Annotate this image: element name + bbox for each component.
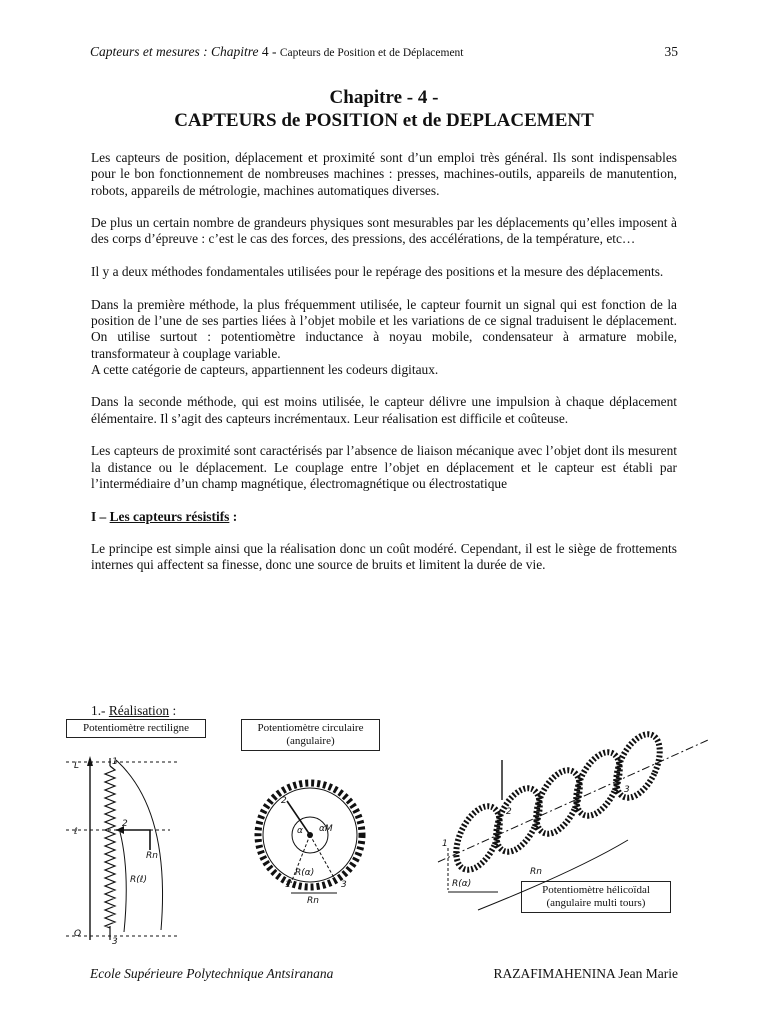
label-potentiometre-rectiligne: Potentiomètre rectiligne	[66, 719, 206, 738]
page-number: 35	[664, 44, 678, 59]
label-1: 1	[442, 839, 448, 849]
paragraph: Le principe est simple ainsi que la réalisation donc un coût modéré. Cependant, il est le siège de frottements internes qui affectent sa finesse, donc une source de bruits et limitent la durée de vie.	[91, 541, 677, 573]
paragraph: Dans la première méthode, la plus fréquemment utilisée, le capteur fournit un signal qui est fonction de la position de l’une de ses parties liées à l’objet mobile et les variations de ce signal traduisent le déplacement. On utilise surtout : potentiomètre inductance à noyau mobile, condensateur à armature mobile, transformateur à couplage variable.	[91, 296, 677, 361]
linear-potentiometer-figure	[60, 750, 240, 950]
header-title: Capteurs et mesures : Chapitre 4 - Capteurs de Position et de Déplacement	[90, 44, 464, 59]
helical-potentiometer-figure	[418, 720, 718, 930]
label-potentiometre-helicoidal: Potentiomètre hélicoïdal (angulaire multi tours)	[521, 881, 671, 913]
chapter-title	[0, 86, 768, 132]
label-Ra: R(α)	[295, 868, 315, 878]
label-alphaM: αM	[319, 824, 333, 834]
label-Rn: Rn	[307, 896, 319, 906]
footer-school: Ecole Supérieure Polytechnique Antsiranana	[90, 966, 334, 981]
paragraph: Il y a deux méthodes fondamentales utilisées pour le repérage des positions et la mesure des déplacements.	[91, 264, 664, 280]
label-1: 1	[285, 880, 291, 890]
section-heading: I – Les capteurs résistifs :	[91, 508, 238, 524]
label-2: 2	[281, 796, 287, 806]
label-Rn: Rn	[146, 851, 158, 861]
label-2: 2	[506, 807, 512, 817]
label-1: 1	[112, 757, 118, 767]
label-2: 2	[122, 819, 128, 829]
label-3: 3	[624, 785, 630, 795]
paragraph: De plus un certain nombre de grandeurs physiques sont mesurables par les déplacements qu’elles imposent à des corps d’épreuve : c’est le cas des forces, des pressions, des accélérations, de la température, etc…	[91, 215, 677, 247]
label-potentiometre-circulaire: Potentiomètre circulaire (angulaire)	[241, 719, 380, 751]
label-Rn: Rn	[530, 867, 542, 877]
label-3: 3	[341, 880, 347, 890]
label-Ra: R(α)	[452, 879, 472, 889]
body-text	[91, 150, 677, 590]
chapter-heading: CAPTEURS de POSITION et de DEPLACEMENT	[174, 110, 594, 131]
paragraph: Les capteurs de position, déplacement et proximité sont d’un emploi très général. Ils sont indispensables pour le bon fonctionnement de nombreuses machines : presses, machines-outils, appareils de manutention, robots, appareils de métrologie, machines automatiques diverses.	[91, 150, 677, 198]
label-3: 3	[112, 937, 118, 947]
paragraph: A cette catégorie de capteurs, appartiennent les codeurs digitaux.	[91, 361, 439, 377]
footer-author: RAZAFIMAHENINA Jean Marie	[493, 966, 678, 981]
label-Rl: R(ℓ)	[130, 875, 147, 885]
label-alpha: α	[297, 826, 303, 836]
circular-potentiometer-figure	[245, 765, 385, 915]
page-header	[90, 44, 678, 60]
label-O: O	[74, 929, 82, 939]
realisation-heading: 1.- Réalisation :	[91, 703, 177, 718]
label-l: ℓ	[74, 827, 78, 837]
paragraph: Les capteurs de proximité sont caractérisés par l’absence de liaison mécanique avec l’objet dont ils mesurent la distance ou le déplacement. Le couplage entre l’objet en déplacement et le capteur est établi par l’intermédiaire d’un champ magnétique, électromagnétique ou électrostatique	[91, 443, 677, 491]
paragraph: Dans la seconde méthode, qui est moins utilisée, le capteur délivre une impulsion à chaque déplacement élémentaire. Il s’agit des capteurs incrémentaux. Leur réalisation est difficile et coûteuse.	[91, 394, 677, 426]
chapter-number: Chapitre - 4 -	[329, 87, 439, 108]
label-L: L	[74, 761, 80, 771]
page-footer	[90, 966, 678, 982]
